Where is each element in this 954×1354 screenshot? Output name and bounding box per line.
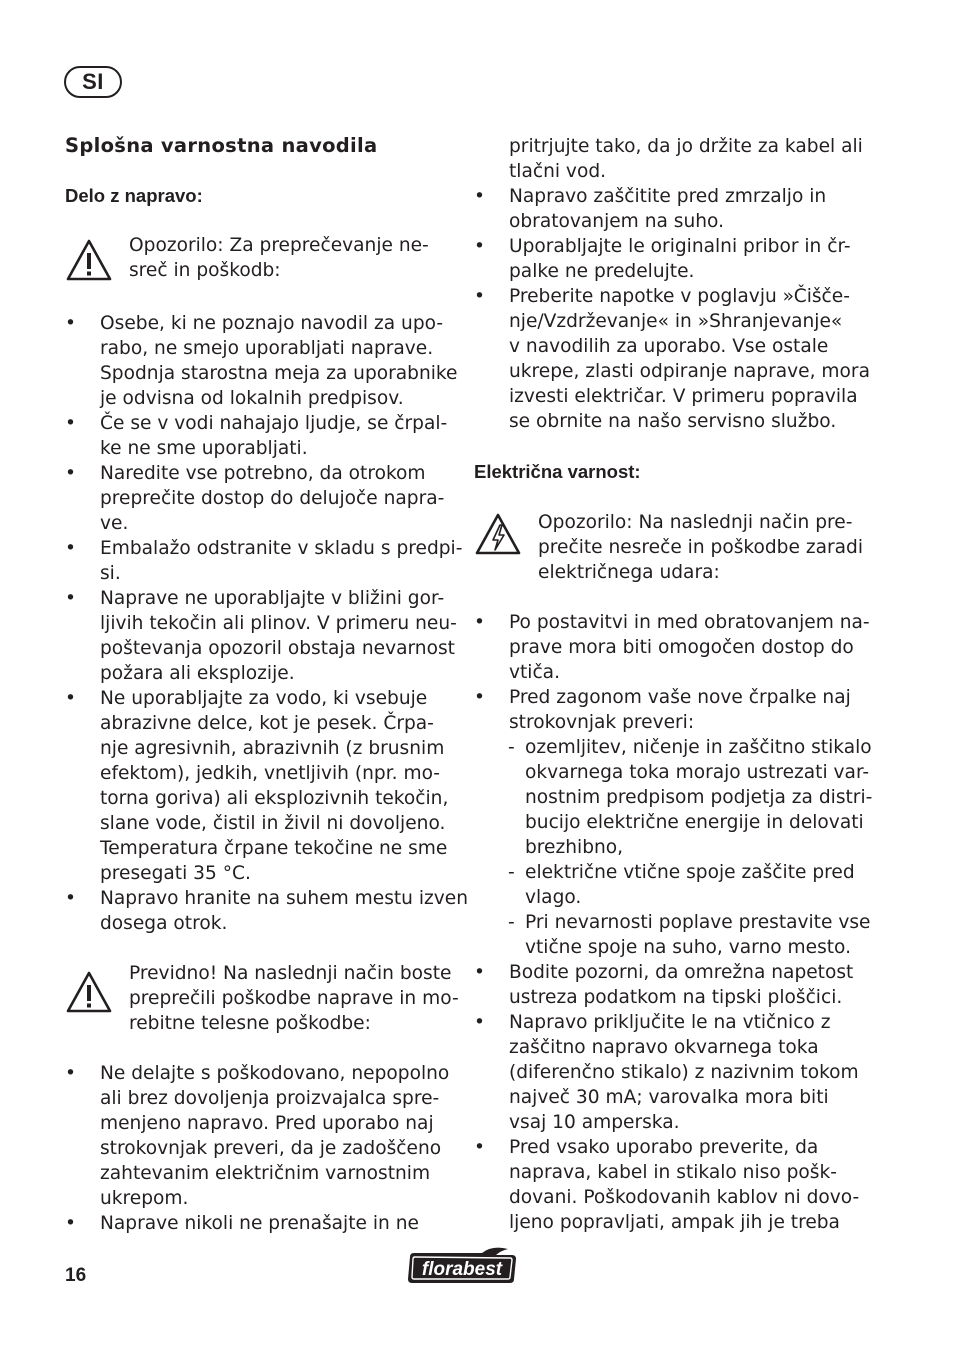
bullet-marker: • (65, 538, 76, 559)
list-item-line: ljeno popravljati, ampak jih je treba (509, 1212, 840, 1233)
list-item-line: Ne uporabljajte za vodo, ki vsebuje (100, 688, 428, 709)
bullet-marker: • (474, 1012, 485, 1033)
list-item-line: zahtevanim električnim varnostnim (100, 1163, 431, 1184)
bullet-marker: • (474, 1137, 485, 1158)
list-item-line: je odvisna od lokalnih predpisov. (100, 388, 404, 409)
list-item-line: izvesti električar. V primeru popravila (509, 386, 858, 407)
dash-marker: - (508, 862, 515, 883)
list-item-line: dovani. Poškodovanih kablov ni dovo- (509, 1187, 860, 1208)
bullet-marker: • (65, 1213, 76, 1234)
list-item-line: rabo, ne smejo uporabljati naprave. (100, 338, 434, 359)
warning-text-line: sreč in poškodb: (129, 260, 281, 281)
list-item-line: Naprave nikoli ne prenašajte in ne (100, 1213, 419, 1234)
list-item-line: palke ne predelujte. (509, 261, 695, 282)
warning-text-line: Opozorilo: Na naslednji način pre- (538, 512, 853, 533)
list-item-line: ve. (100, 513, 129, 534)
sublist-item-line: bucijo električne energije in delovati (525, 812, 864, 833)
list-item-line: Ne delajte s poškodovano, nepopolno (100, 1063, 450, 1084)
list-item-line: (diferenčno stikalo) z nazivnim tokom (509, 1062, 859, 1083)
list-item-line: preprečite dostop do delujoče napra- (100, 488, 445, 509)
bullet-marker: • (65, 1063, 76, 1084)
list-item-line: tlačni vod. (509, 161, 607, 182)
warning-exclamation-icon (65, 238, 113, 282)
subheading-electrical-safety: Električna varnost: (474, 461, 641, 482)
list-item-line: menjeno napravo. Pred uporabo naj (100, 1113, 434, 1134)
dash-marker: - (508, 737, 515, 758)
list-item-line: nje/Vzdrževanje« in »Shranjevanje« (509, 311, 843, 332)
list-item-line: si. (100, 563, 121, 584)
list-item-line: ukrepe, zlasti odpiranje naprave, mora (509, 361, 870, 382)
bullet-marker: • (65, 313, 76, 334)
bullet-marker: • (65, 688, 76, 709)
list-item-line: obratovanjem na suho. (509, 211, 724, 232)
warning-text-line: prečite nesreče in poškodbe zaradi (538, 537, 863, 558)
bullet-marker: • (474, 186, 485, 207)
subheading-device-work: Delo z napravo: (65, 185, 203, 206)
list-item-line: dosega otrok. (100, 913, 228, 934)
warning-exclamation-icon (65, 970, 113, 1014)
list-item-line: Preberite napotke v poglavju »Čišče- (509, 286, 850, 307)
bullet-marker: • (474, 612, 485, 633)
list-item-line: Po postavitvi in med obratovanjem na- (509, 612, 870, 633)
list-item-line: ukrepom. (100, 1188, 189, 1209)
sublist-item-line: nostnim predpisom podjetja za distri- (525, 787, 873, 808)
list-item-line: se obrnite na našo servisno službo. (509, 411, 837, 432)
electrical-hazard-icon (474, 512, 522, 556)
list-item-line: Temperatura črpane tekočine ne sme (100, 838, 448, 859)
list-item-line: strokovnjak preveri: (509, 712, 695, 733)
warning-text-line: električnega udara: (538, 562, 720, 583)
list-item-line: Naredite vse potrebno, da otrokom (100, 463, 426, 484)
list-item-line: poštevanja opozoril obstaja nevarnost (100, 638, 455, 659)
list-item-line: Bodite pozorni, da omrežna napetost (509, 962, 854, 983)
section-heading: Splošna varnostna navodila (65, 134, 378, 157)
list-item-line: presegati 35 °C. (100, 863, 251, 884)
warning-text-line: Opozorilo: Za preprečevanje ne- (129, 235, 429, 256)
list-item-line: Uporabljajte le originalni pribor in čr- (509, 236, 851, 257)
sublist-item-line: Pri nevarnosti poplave prestavite vse (525, 912, 871, 933)
list-item-line: vsaj 10 amperska. (509, 1112, 680, 1133)
list-item-line: največ 30 mA; varovalka mora biti (509, 1087, 829, 1108)
florabest-logo (404, 1247, 520, 1287)
sublist-item-line: brezhibno, (525, 837, 624, 858)
list-item-line: nje agresivnih, abrazivnih (z brusnim (100, 738, 445, 759)
list-item-line: ke ne sme uporabljati. (100, 438, 308, 459)
list-item-line: vtiča. (509, 662, 560, 683)
list-item-line: Napravo hranite na suhem mestu izven (100, 888, 469, 909)
sublist-item-line: električne vtične spoje zaščite pred (525, 862, 855, 883)
list-item-line: Če se v vodi nahajajo ljudje, se črpal- (100, 413, 448, 434)
list-item-line: torna goriva) ali eksplozivnih tekočin, (100, 788, 449, 809)
bullet-marker: • (65, 463, 76, 484)
warning-text-line: Previdno! Na naslednji način boste (129, 963, 452, 984)
warning-text-line: preprečili poškodbe naprave in mo- (129, 988, 459, 1009)
list-item-line: efektom), jedkih, vnetljivih (npr. mo- (100, 763, 441, 784)
list-item-line: strokovnjak preveri, da je zadoščeno (100, 1138, 442, 1159)
list-item-line: Pred zagonom vaše nove črpalke naj (509, 687, 851, 708)
sublist-item-line: okvarnega toka morajo ustrezati var- (525, 762, 870, 783)
bullet-marker: • (65, 413, 76, 434)
list-item-line: Napravo priključite le na vtičnico z (509, 1012, 831, 1033)
list-item-line: Osebe, ki ne poznajo navodil za upo- (100, 313, 444, 334)
warning-text-line: rebitne telesne poškodbe: (129, 1013, 371, 1034)
list-item-line: Spodnja starostna meja za uporabnike (100, 363, 458, 384)
list-item-line: Pred vsako uporabo preverite, da (509, 1137, 819, 1158)
bullet-marker: • (474, 962, 485, 983)
list-item-line: prave mora biti omogočen dostop do (509, 637, 854, 658)
sublist-item-line: vlago. (525, 887, 582, 908)
bullet-marker: • (65, 588, 76, 609)
language-badge: SI (64, 66, 122, 98)
sublist-item-line: ozemljitev, ničenje in zaščitno stikalo (525, 737, 872, 758)
list-item-line: Naprave ne uporabljajte v bližini gor- (100, 588, 445, 609)
list-item-line: zaščitno napravo okvarnega toka (509, 1037, 819, 1058)
list-item-line: slane vode, čistil in živil ni dovoljeno. (100, 813, 446, 834)
svg-text:florabest: florabest (421, 1259, 503, 1280)
list-item-line: abrazivne delce, kot je pesek. Črpa- (100, 713, 434, 734)
list-item-line: ljivih tekočin ali plinov. V primeru neu- (100, 613, 457, 634)
page-number: 16 (65, 1265, 87, 1286)
list-item-line: Embalažo odstranite v skladu s predpi- (100, 538, 463, 559)
bullet-marker: • (474, 286, 485, 307)
list-item-line: naprava, kabel in stikalo niso pošk- (509, 1162, 837, 1183)
dash-marker: - (508, 912, 515, 933)
list-item-line: ustreza podatkom na tipski ploščici. (509, 987, 843, 1008)
list-item-line: v navodilih za uporabo. Vse ostale (509, 336, 829, 357)
bullet-marker: • (474, 687, 485, 708)
bullet-marker: • (474, 236, 485, 257)
list-item-line: pritrjujte tako, da jo držite za kabel ali (509, 136, 863, 157)
bullet-marker: • (65, 888, 76, 909)
list-item-line: požara ali eksplozije. (100, 663, 295, 684)
list-item-line: Napravo zaščitite pred zmrzaljo in (509, 186, 827, 207)
list-item-line: ali brez dovoljenja proizvajalca spre- (100, 1088, 440, 1109)
sublist-item-line: vtične spoje na suho, varno mesto. (525, 937, 852, 958)
